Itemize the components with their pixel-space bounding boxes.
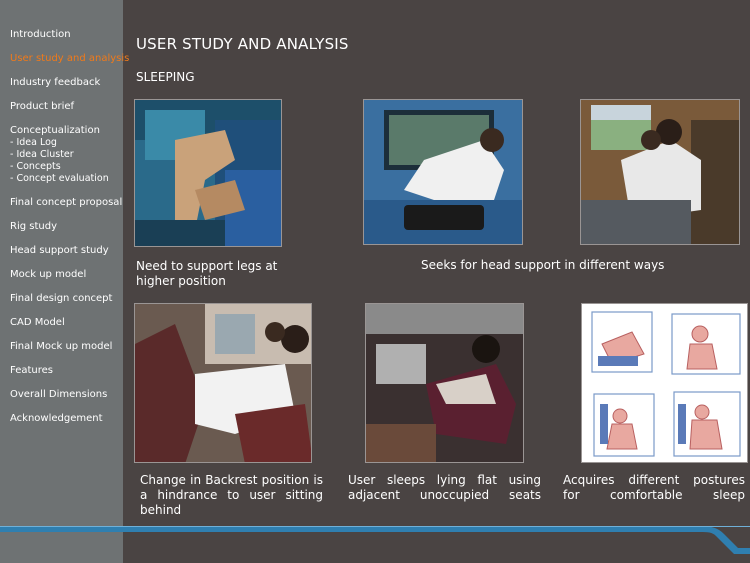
photo-legs-support [134,99,282,247]
nav-overall-dimensions[interactable]: Overall Dimensions [10,389,108,400]
nav-conceptualization[interactable]: Conceptualization [10,125,100,136]
main-content [123,0,750,563]
sidebar-nav [0,0,130,563]
nav-product-brief[interactable]: Product brief [10,101,75,112]
photo-posture-sketches [581,303,748,463]
caption-legs-support: Need to support legs at higher position [136,259,278,288]
nav-final-concept-proposal[interactable]: Final concept proposal [10,197,123,208]
photo-head-support-window [363,99,523,245]
nav-final-design-concept[interactable]: Final design concept [10,293,113,304]
nav-industry-feedback[interactable]: Industry feedback [10,77,101,88]
nav-concepts[interactable]: - Concepts [10,161,61,172]
nav-rig-study[interactable]: Rig study [10,221,57,232]
bottom-accent-bar [0,520,750,563]
caption-head-support: Seeks for head support in different ways [421,258,665,272]
caption-backrest: Change in Backrest position is a hindrance to user sitting behind [140,473,323,517]
photo-lying-flat [365,303,524,463]
nav-features[interactable]: Features [10,365,53,376]
nav-acknowledgement[interactable]: Acknowledgement [10,413,103,424]
nav-user-study[interactable]: User study and analysis [10,53,130,64]
page-title: USER STUDY AND ANALYSIS [136,35,349,53]
nav-final-mock-up-model[interactable]: Final Mock up model [10,341,113,352]
nav-introduction[interactable]: Introduction [10,29,71,40]
caption-postures: Acquires different postures for comfortable sleep [563,473,745,502]
nav-head-support-study[interactable]: Head support study [10,245,109,256]
nav-idea-cluster[interactable]: - Idea Cluster [10,149,74,160]
nav-mock-up-model[interactable]: Mock up model [10,269,87,280]
photo-head-support-neighbor [580,99,740,245]
nav-cad-model[interactable]: CAD Model [10,317,65,328]
photo-backrest-position [134,303,312,463]
section-subtitle: SLEEPING [136,70,195,84]
nav-concept-evaluation[interactable]: - Concept evaluation [10,173,109,184]
nav-idea-log[interactable]: - Idea Log [10,137,57,148]
caption-lying-flat: User sleeps lying flat using adjacent unoccupied seats [348,473,541,502]
